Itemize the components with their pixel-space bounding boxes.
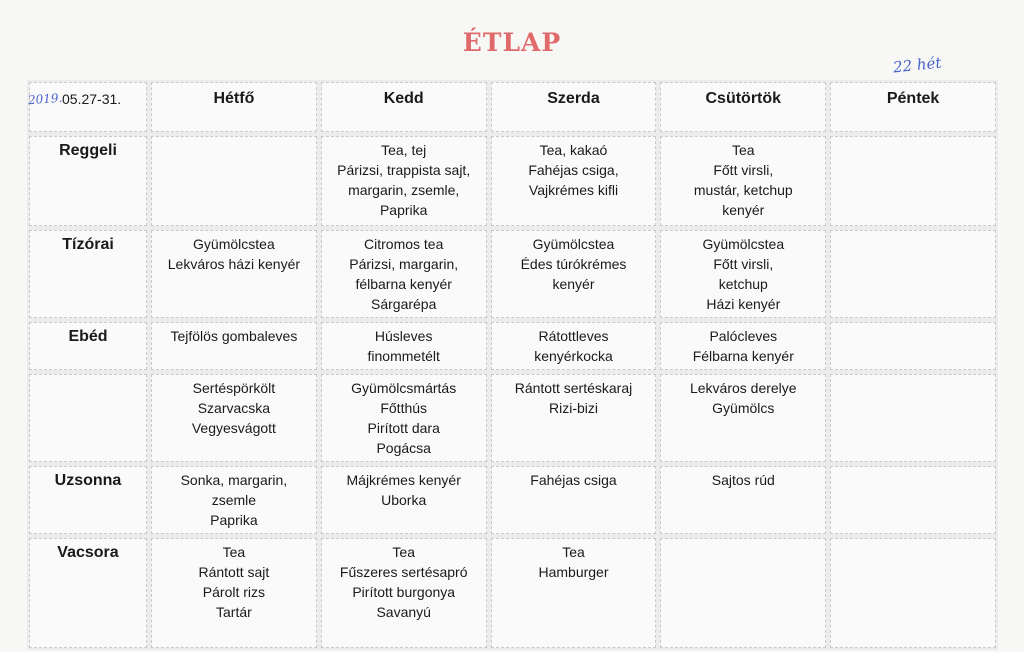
- date-range: 05.27-31.: [62, 91, 122, 107]
- day-header: Kedd: [321, 82, 487, 132]
- date-range-cell: [29, 82, 147, 132]
- menu-cell: [830, 322, 996, 370]
- meal-label: [29, 374, 147, 462]
- menu-item: Pirított burgonya: [352, 584, 456, 600]
- menu-item: Szarvacska: [197, 400, 271, 416]
- menu-item: Sertéspörkölt: [192, 380, 276, 396]
- menu-item: Gyümölcsmártás: [351, 380, 457, 396]
- menu-item: zsemle: [211, 492, 257, 508]
- meal-row: [29, 374, 996, 462]
- menu-item: kenyérkocka: [534, 348, 613, 364]
- menu-cell: [830, 466, 996, 534]
- menu-item: félbarna kenyér: [355, 276, 452, 292]
- menu-cell: [151, 322, 317, 370]
- day-header: Péntek: [830, 82, 996, 132]
- page-title: ÉTLAP: [462, 28, 562, 57]
- menu-cell: [151, 374, 317, 462]
- meal-label: Reggeli: [29, 136, 147, 226]
- menu-item: Tea: [392, 544, 415, 560]
- menu-cell: [321, 374, 487, 462]
- menu-cell: [321, 466, 487, 534]
- menu-item: Félbarna kenyér: [692, 348, 794, 364]
- menu-item: Tartár: [216, 604, 252, 620]
- meal-label: Ebéd: [29, 322, 147, 370]
- menu-cell: [660, 374, 826, 462]
- menu-cell: [151, 466, 317, 534]
- menu-item: Fűszeres sertésapró: [339, 564, 468, 580]
- menu-item: Tea: [222, 544, 246, 560]
- menu-item: Főtt virsli,: [713, 256, 774, 272]
- menu-item: finommetélt: [367, 348, 440, 364]
- menu-cell: [491, 538, 657, 648]
- menu-item: Rántott sajt: [198, 564, 270, 580]
- menu-cell: [660, 466, 826, 534]
- menu-item: kenyér: [552, 276, 595, 292]
- menu-item: kenyér: [722, 202, 765, 218]
- menu-item: margarin, zsemle,: [348, 182, 460, 198]
- menu-item: Vajkrémes kifli: [528, 182, 619, 198]
- menu-item: Tea: [732, 142, 755, 158]
- menu-item: Hamburger: [538, 564, 609, 580]
- handwritten-year: 2019.: [27, 90, 63, 108]
- menu-cell: [830, 230, 996, 318]
- menu-cell: [151, 230, 317, 318]
- menu-cell: [151, 538, 317, 648]
- menu-item: Tejfölös gombaleves: [170, 328, 298, 344]
- menu-item: Pirított dara: [367, 420, 440, 436]
- menu-item: Főtt virsli,: [713, 162, 774, 178]
- menu-cell: [660, 322, 826, 370]
- menu-item: Párolt rizs: [202, 584, 266, 600]
- menu-cell: [660, 230, 826, 318]
- menu-item: Citromos tea: [364, 236, 444, 252]
- meal-label: Uzsonna: [29, 466, 147, 534]
- menu-cell: [321, 538, 487, 648]
- menu-cell: [491, 322, 657, 370]
- menu-cell: [660, 538, 826, 648]
- menu-item: Savanyú: [376, 604, 431, 620]
- header-row: [29, 82, 996, 132]
- meal-row: [29, 466, 996, 534]
- menu-item: Húsleves: [374, 328, 433, 344]
- menu-cell: [321, 136, 487, 226]
- menu-cell: [151, 136, 317, 226]
- menu-table: [25, 78, 1000, 652]
- meal-label: Tízórai: [29, 230, 147, 318]
- menu-cell: [491, 230, 657, 318]
- menu-item: Paprika: [210, 512, 258, 528]
- menu-cell: [830, 538, 996, 648]
- menu-cell: [830, 136, 996, 226]
- menu-item: Gyümölcs: [712, 400, 775, 416]
- menu-item: ketchup: [718, 276, 768, 292]
- menu-cell: [321, 230, 487, 318]
- day-header: Hétfő: [151, 82, 317, 132]
- menu-item: Rátottleves: [538, 328, 609, 344]
- menu-item: Párizsi, trappista sajt,: [337, 162, 471, 178]
- menu-item: Paprika: [379, 202, 428, 218]
- day-header: Szerda: [491, 82, 657, 132]
- menu-item: Sajtos rúd: [711, 472, 775, 488]
- menu-item: Sárgarépa: [371, 296, 437, 312]
- menu-item: Tea, kakaó: [539, 142, 608, 158]
- menu-item: Házi kenyér: [706, 296, 781, 312]
- menu-item: Fahéjas csiga: [530, 472, 617, 488]
- meal-row: [29, 538, 996, 648]
- meal-row: [29, 230, 996, 318]
- menu-cell: [830, 374, 996, 462]
- menu-item: Gyümölcstea: [702, 236, 785, 252]
- menu-item: Sonka, margarin,: [180, 472, 288, 488]
- menu-item: Gyümölcstea: [532, 236, 615, 252]
- menu-item: Palócleves: [709, 328, 778, 344]
- menu-item: mustár, ketchup: [693, 182, 793, 198]
- menu-item: Főtthús: [380, 400, 428, 416]
- menu-cell: [321, 322, 487, 370]
- menu-item: Vegyesvágott: [191, 420, 276, 436]
- menu-cell: [491, 374, 657, 462]
- menu-cell: [491, 466, 657, 534]
- menu-item: Lekváros derelye: [689, 380, 797, 396]
- menu-item: Tea, tej: [381, 142, 427, 158]
- meal-label: Vacsora: [29, 538, 147, 648]
- day-header: Csütörtök: [660, 82, 826, 132]
- menu-item: Uborka: [381, 492, 427, 508]
- menu-item: Tea: [562, 544, 585, 560]
- meal-row: [29, 136, 996, 226]
- menu-item: Fahéjas csiga,: [528, 162, 619, 178]
- menu-item: Lekváros házi kenyér: [167, 256, 301, 272]
- menu-item: Édes túrókrémes: [520, 256, 627, 272]
- menu-item: Párizsi, margarin,: [349, 256, 459, 272]
- menu-item: Rántott sertéskaraj: [514, 380, 633, 396]
- handwritten-week-note: 22 hét: [892, 53, 943, 77]
- menu-cell: [491, 136, 657, 226]
- menu-item: Májkrémes kenyér: [346, 472, 461, 488]
- menu-item: Pogácsa: [376, 440, 431, 456]
- meal-row: [29, 322, 996, 370]
- menu-item: Rizi-bizi: [548, 400, 598, 416]
- menu-cell: [660, 136, 826, 226]
- menu-item: Gyümölcstea: [193, 236, 275, 252]
